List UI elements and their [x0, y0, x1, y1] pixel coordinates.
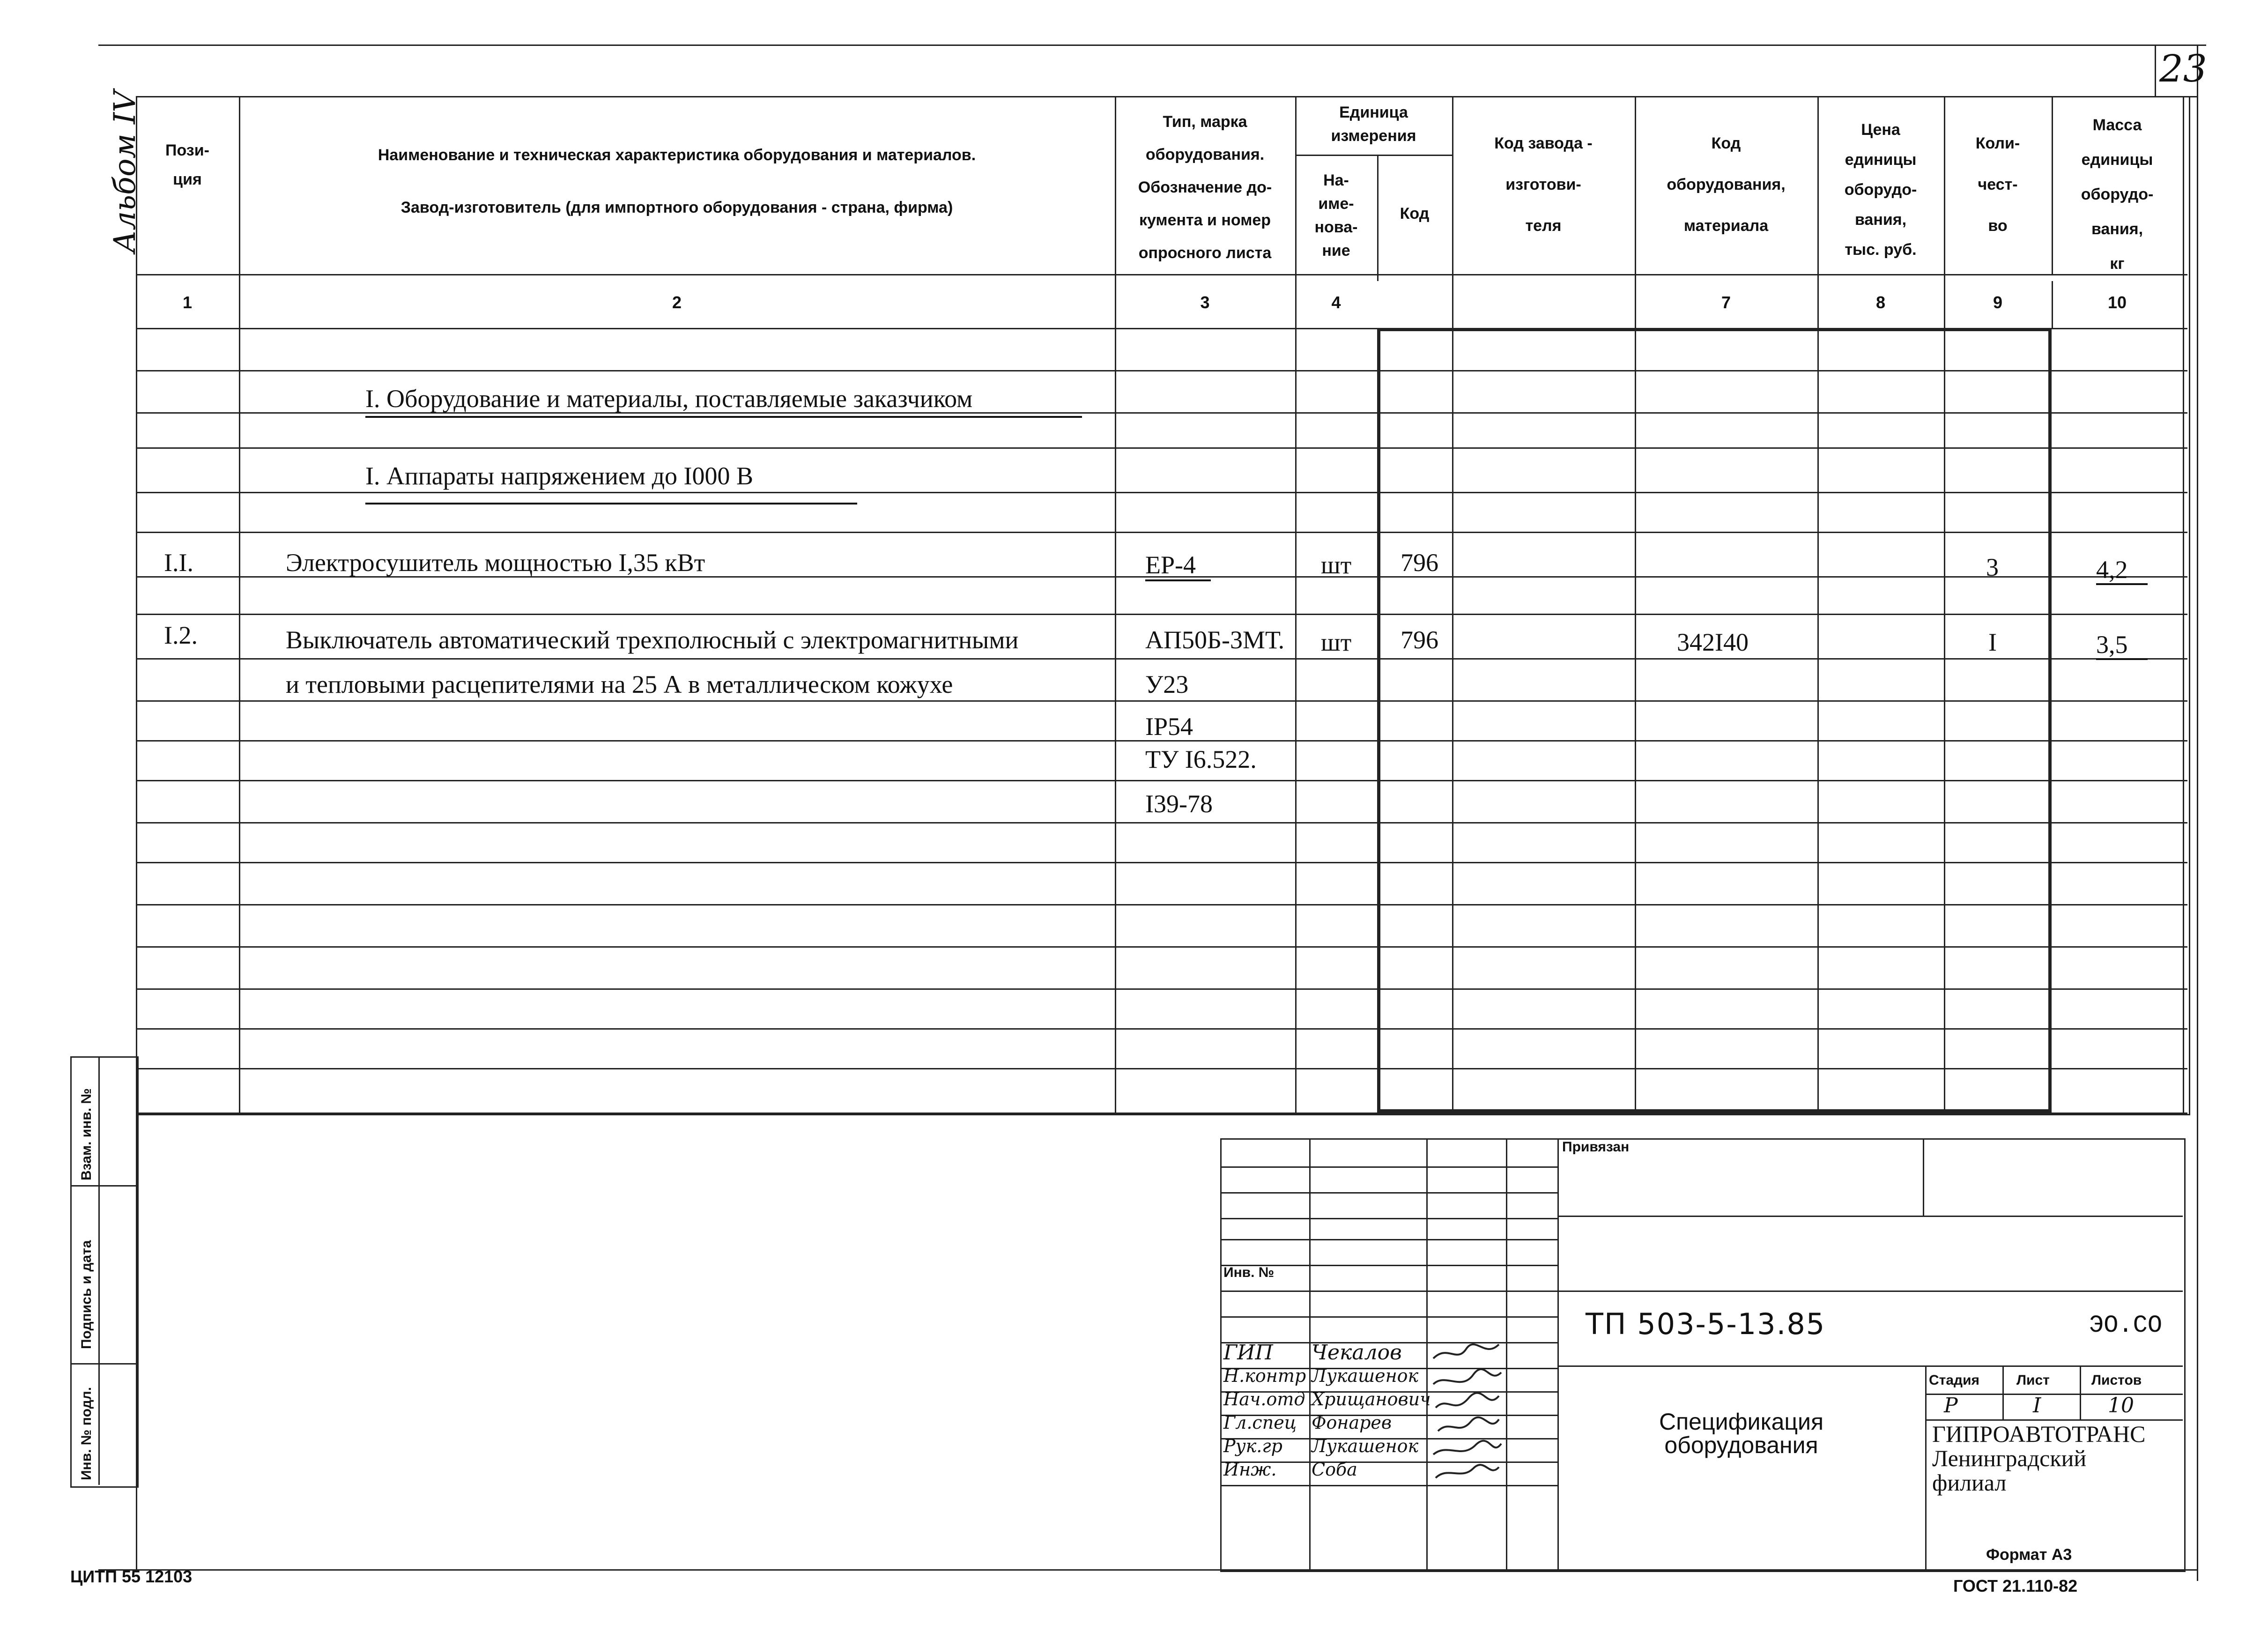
signer-role-4: Гл.спец	[1223, 1412, 1297, 1433]
hdr-name-line1: Наименование и техническая характеристика оборудования и материалов.	[378, 146, 976, 164]
signer-name-5: Лукашенок	[1312, 1436, 1419, 1456]
hdr-position: Пози- ция	[165, 141, 209, 188]
colnum-3: 3	[1200, 293, 1210, 312]
hdr-qty: Коли- чест- во	[1975, 134, 2020, 235]
row2-type-2: У23	[1145, 670, 1189, 698]
colnum-9: 9	[1993, 293, 2003, 312]
doc-code: ТП 503-5-13.85	[1586, 1307, 1826, 1341]
privyazan-label: Привязан	[1562, 1139, 1630, 1155]
signer-name-4: Фонарев	[1312, 1412, 1392, 1433]
row2-unit: шт	[1321, 628, 1352, 656]
hdr-unit-name: На- име- нова- ние	[1314, 171, 1358, 260]
stage-label: Стадия	[1929, 1372, 1980, 1388]
row2-name-2: и тепловыми расцепителями на 25 А в металлическом кожухе	[286, 670, 953, 698]
footer-gost: ГОСТ 21.110-82	[1953, 1576, 2078, 1595]
org-line1: ГИПРОАВТОТРАНС	[1932, 1421, 2146, 1447]
row2-qty: I	[1988, 628, 1997, 656]
row2-type-3: IP54	[1145, 712, 1193, 741]
left-stamp-signature-date: Подпись и дата	[79, 1240, 94, 1349]
hdr-unit-code: Код	[1400, 205, 1430, 223]
hdr-price: Цена единицы оборудо- вания, тыс. руб.	[1844, 121, 1917, 259]
sheet-number: 23	[2159, 47, 2207, 90]
left-stamp-inv-orig: Инв. № подл.	[79, 1387, 94, 1480]
section-heading-2-underline	[365, 503, 857, 504]
left-stamp-replace-inv: Взам. инв. №	[79, 1088, 94, 1180]
row2-type: АП50Б-3МТ.	[1145, 626, 1285, 654]
signer-role-5: Рук.гр	[1223, 1436, 1282, 1456]
doc-title-line1: Спецификация	[1659, 1409, 1824, 1435]
section-heading-1-underline	[365, 416, 1082, 418]
signer-role-6: Инж.	[1223, 1459, 1277, 1480]
signer-role-1: ГИП	[1223, 1341, 1273, 1365]
row1-code: 796	[1401, 549, 1438, 577]
hdr-mass: Масса единицы оборудо- вания, кг	[2081, 116, 2154, 273]
colnum-4: 4	[1331, 293, 1341, 312]
stage-value: Р	[1944, 1394, 1958, 1417]
sheets-value: 10	[2108, 1394, 2134, 1417]
footer-format: Формат А3	[1986, 1546, 2072, 1564]
row2-code: 796	[1401, 626, 1438, 654]
hdr-factory-code: Код завода - изготови- теля	[1494, 134, 1593, 235]
footer-left-code: ЦИТП 55 12103	[70, 1567, 193, 1586]
colnum-7: 7	[1721, 293, 1731, 312]
signer-name-3: Хрищанович	[1312, 1389, 1431, 1409]
hdr-equip-code: Код оборудования, материала	[1667, 134, 1786, 235]
frame-right	[2197, 45, 2198, 1581]
row1-name: Электросушитель мощностью I,35 кВт	[286, 549, 705, 577]
section-heading-2: I. Аппараты напряжением до I000 В	[365, 462, 754, 490]
colnum-1: 1	[182, 293, 193, 312]
row1-qty: 3	[1986, 553, 1999, 581]
hdr-name-line2: Завод-изготовитель (для импортного оборудования - страна, фирма)	[400, 199, 953, 216]
signer-name-6: Соба	[1312, 1459, 1357, 1480]
signer-name-1: Чекалов	[1312, 1341, 1402, 1365]
signer-role-2: Н.контр	[1223, 1365, 1306, 1386]
row2-type-4: ТУ I6.522.	[1145, 745, 1257, 773]
row1-pos: I.I.	[164, 549, 193, 577]
row1-type: ЕР-4	[1145, 551, 1196, 579]
signatures-drawing	[1429, 1340, 1506, 1485]
row2-mass: 3,5	[2096, 631, 2128, 659]
hdr-unit: Единица измерения	[1331, 104, 1416, 145]
row2-type-5: I39-78	[1145, 790, 1213, 818]
org-line2: Ленинградский	[1932, 1445, 2087, 1471]
signer-name-2: Лукашенок	[1312, 1365, 1419, 1386]
section-heading-1: I. Оборудование и материалы, поставляемые заказчиком	[365, 385, 973, 413]
doc-title-line2: оборудования	[1664, 1432, 1818, 1458]
row2-name: Выключатель автоматический трехполюсный с электромагнитными	[286, 626, 1019, 654]
colnum-8: 8	[1875, 293, 1886, 312]
org-line3: филиал	[1932, 1469, 2007, 1496]
signer-role-3: Нач.отд	[1223, 1389, 1305, 1409]
sheets-label: Листов	[2091, 1372, 2142, 1388]
row2-pos: I.2.	[164, 621, 198, 649]
sheet-number-box	[2155, 45, 2156, 96]
colnum-2: 2	[672, 293, 682, 312]
row1-mass: 4,2	[2096, 556, 2128, 584]
album-label: Альбом IV	[108, 90, 142, 253]
inv-no-label: Инв. №	[1223, 1265, 1275, 1280]
sheet-label: Лист	[2016, 1372, 2050, 1388]
hdr-type: Тип, марка оборудования. Обозначение до- кумента и номер опросного листа	[1138, 113, 1272, 262]
colnum-10: 10	[2107, 293, 2127, 312]
frame-top	[98, 45, 2206, 46]
doc-suffix: ЭО.СО	[2089, 1312, 2163, 1339]
row1-unit: шт	[1321, 551, 1352, 579]
sheet-value: I	[2033, 1394, 2041, 1417]
row2-equip-code: 342I40	[1677, 628, 1749, 656]
